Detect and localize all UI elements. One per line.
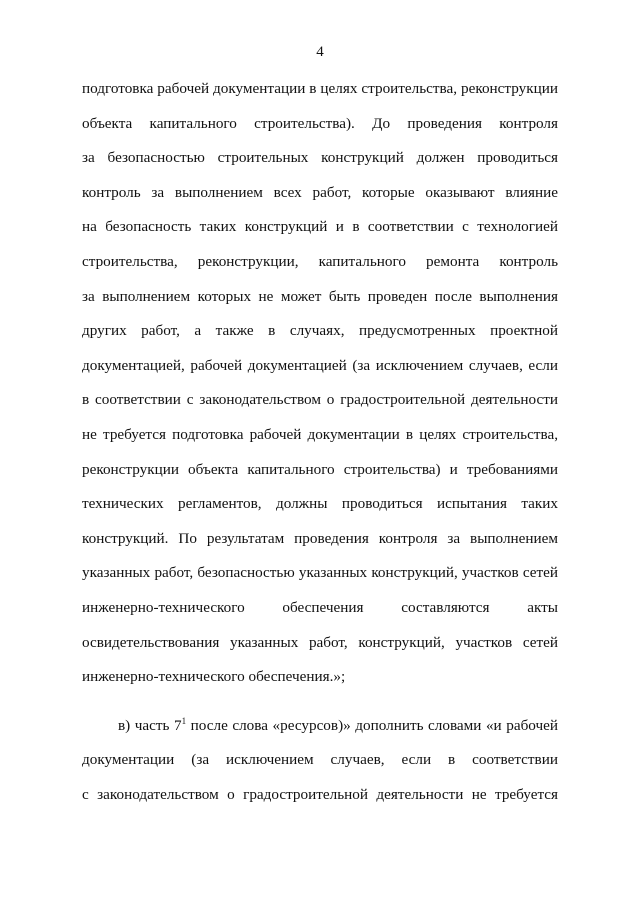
text-line: за выполнением которых не может быть проведен после выполнения: [82, 287, 558, 305]
text-line: указанных работ, безопасностью указанных конструкций, участков сетей: [82, 564, 558, 582]
text-line: технических регламентов, должны проводиться испытания таких: [82, 495, 558, 513]
text-line: документацией, рабочей документацией (за исключением случаев, если: [82, 356, 558, 374]
page-number: 4: [316, 44, 324, 60]
paragraph-1: [82, 78, 558, 701]
text-line: с законодательством о градостроительной деятельности не требуется: [82, 785, 558, 803]
text-line: подготовка рабочей документации в целях строительства, реконструкции: [82, 80, 558, 97]
text-line: строительства, реконструкции, капитального ремонта контроль: [82, 252, 558, 270]
text-run: в) часть 7: [118, 716, 182, 734]
text-line: других работ, а также в случаях, предусмотренных проектной: [82, 322, 558, 340]
text-line: реконструкции объекта капитального строительства) и требованиями: [82, 460, 558, 478]
text-line: документации (за исключением случаев, если в соответствии: [82, 751, 558, 769]
text-line: инженерно-технического обеспечения составляются акты: [82, 598, 558, 616]
text-line: на безопасность таких конструкций и в соответствии с технологией: [82, 218, 558, 236]
paragraph-gap: [82, 701, 558, 715]
text-line: освидетельствования указанных работ, конструкций, участков сетей: [82, 633, 558, 651]
superscript: 1: [181, 715, 187, 726]
document-body: [82, 78, 558, 818]
text-line: контроль за выполнением всех работ, которые оказывают влияние: [82, 183, 558, 201]
text-line: конструкций. По результатам проведения контроля за выполнением: [82, 529, 558, 547]
text-line: объекта капитального строительства). До проведения контроля: [82, 114, 558, 132]
text-line-last: инженерно-технического обеспечения.»;: [82, 668, 346, 686]
text-line: за безопасностью строительных конструкций должен проводиться: [82, 149, 558, 167]
text-line-first: [82, 715, 558, 750]
text-line: не требуется подготовка рабочей документации в целях строительства,: [82, 425, 558, 443]
paragraph-2: [82, 715, 558, 819]
text-run: после слова «ресурсов)» дополнить словами «и рабочей: [186, 716, 558, 734]
text-line: в соответствии с законодательством о градостроительной деятельности: [82, 391, 558, 409]
